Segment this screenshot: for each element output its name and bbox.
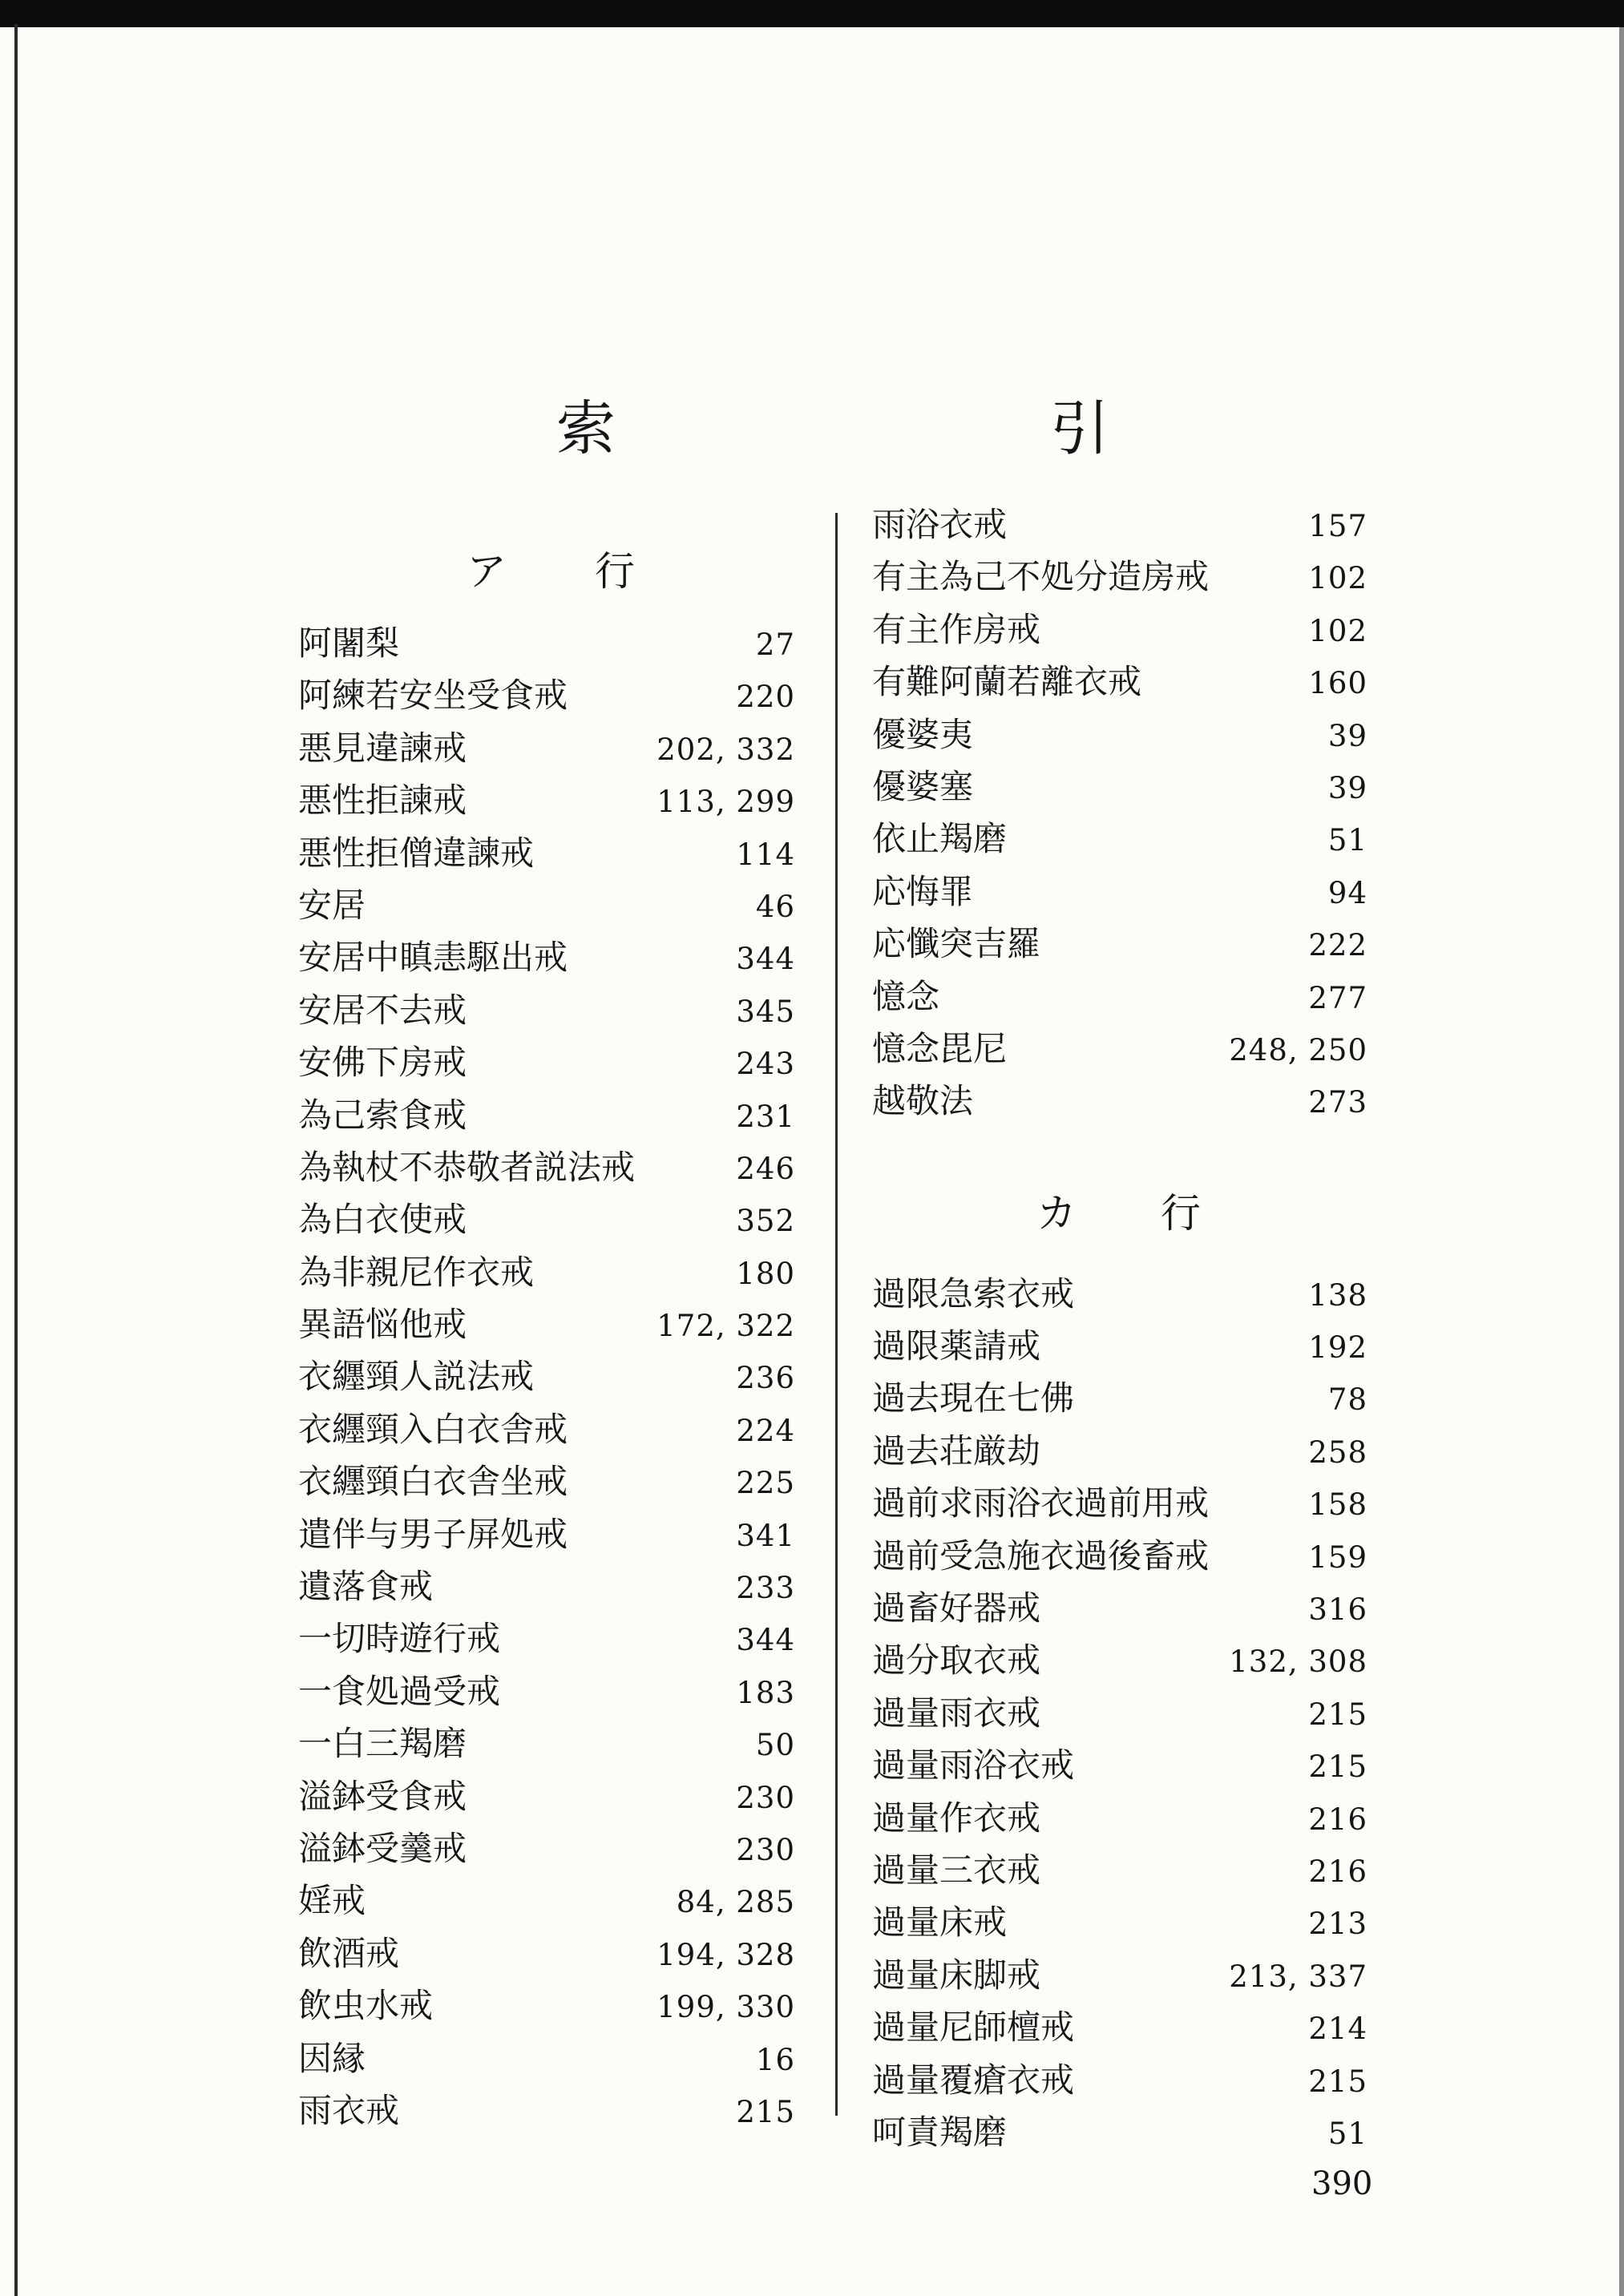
index-term: 阿練若安坐受食戒 xyxy=(298,676,568,716)
index-term: 一切時遊行戒 xyxy=(298,1619,501,1659)
right-column xyxy=(872,498,1367,2158)
index-entry xyxy=(872,1477,1367,1529)
index-page-ref: 224 xyxy=(736,1413,795,1448)
index-page-ref: 157 xyxy=(1308,509,1367,543)
index-entry xyxy=(872,1320,1367,1372)
index-term: 過前求雨浴衣過前用戒 xyxy=(872,1483,1210,1523)
index-term: 為非親尼作衣戒 xyxy=(298,1252,535,1292)
index-page-ref: 39 xyxy=(1327,770,1367,805)
index-page-ref: 215 xyxy=(1308,1697,1367,1732)
section-heading-gyo: 行 xyxy=(595,548,635,595)
index-page-ref: 345 xyxy=(736,994,795,1029)
index-page-ref: 248, 250 xyxy=(1229,1032,1367,1067)
index-term: 一白三羯磨 xyxy=(298,1724,467,1764)
index-term: 雨浴衣戒 xyxy=(872,505,1008,544)
index-term: 安居不去戒 xyxy=(298,990,467,1030)
index-page-ref: 216 xyxy=(1308,1854,1367,1889)
left-column xyxy=(298,513,795,2137)
index-term: 阿闍梨 xyxy=(298,623,400,663)
index-term: 溢鉢受羹戒 xyxy=(298,1828,467,1868)
index-page-ref: 180 xyxy=(736,1256,795,1291)
index-term: 衣纒頸人説法戒 xyxy=(298,1357,535,1397)
section-heading-a xyxy=(298,513,795,617)
index-term: 過量作衣戒 xyxy=(872,1798,1041,1838)
index-term: 過去現在七佛 xyxy=(872,1378,1075,1418)
index-page-ref: 277 xyxy=(1308,980,1367,1015)
index-entry xyxy=(872,603,1367,656)
index-entry xyxy=(298,1560,795,1612)
index-page-ref: 183 xyxy=(736,1675,795,1710)
index-page-ref: 213 xyxy=(1308,1907,1367,1942)
index-entry xyxy=(298,1508,795,1560)
index-term: 悪性拒僧違諫戒 xyxy=(298,833,535,873)
index-entry xyxy=(872,2106,1367,2158)
index-entry xyxy=(872,656,1367,708)
section-heading-kana: ア xyxy=(467,548,507,595)
index-title-char-2: 引 xyxy=(1050,394,1109,463)
index-term: 安居 xyxy=(298,885,366,925)
index-entry xyxy=(872,1425,1367,1477)
index-entry xyxy=(298,1246,795,1298)
scan-right-edge xyxy=(1619,27,1624,2296)
index-entry xyxy=(872,1268,1367,1320)
index-entry xyxy=(298,827,795,879)
index-page-ref: 316 xyxy=(1308,1592,1367,1628)
index-term: 安佛下房戒 xyxy=(298,1043,467,1083)
index-term: 過量雨衣戒 xyxy=(872,1693,1041,1733)
index-term: 憶念毘尼 xyxy=(872,1028,1008,1068)
index-term: 溢鉢受食戒 xyxy=(298,1776,467,1816)
index-term: 飲虫水戒 xyxy=(298,1986,434,2026)
column-divider xyxy=(835,513,838,2116)
index-term: 過量床戒 xyxy=(872,1903,1008,1943)
index-page-ref: 225 xyxy=(736,1466,795,1501)
index-page-ref: 215 xyxy=(1308,1749,1367,1785)
index-term: 過量覆瘡衣戒 xyxy=(872,2060,1075,2100)
index-entry xyxy=(872,1372,1367,1424)
index-term: 因縁 xyxy=(298,2038,366,2078)
index-entry xyxy=(298,774,795,826)
index-term: 有主作房戒 xyxy=(872,609,1041,649)
index-entry xyxy=(298,1612,795,1664)
index-page-ref: 344 xyxy=(736,942,795,977)
left-entry-list xyxy=(298,617,795,2137)
index-page-ref: 51 xyxy=(1327,823,1367,858)
index-entry xyxy=(872,866,1367,918)
index-entry xyxy=(872,813,1367,865)
index-term: 有難阿蘭若離衣戒 xyxy=(872,662,1142,702)
page-number: 390 xyxy=(1311,2165,1373,2202)
index-page-ref: 246 xyxy=(736,1151,795,1186)
index-page-ref: 230 xyxy=(736,1780,795,1815)
index-term: 為己索食戒 xyxy=(298,1095,467,1135)
index-term: 応懺突吉羅 xyxy=(872,924,1041,964)
index-term: 婬戒 xyxy=(298,1881,366,1921)
index-page-ref: 273 xyxy=(1308,1085,1367,1120)
index-page-ref: 215 xyxy=(1308,2064,1367,2099)
index-page-ref: 213, 337 xyxy=(1229,1959,1367,1994)
index-entry xyxy=(298,879,795,931)
index-entry xyxy=(298,669,795,721)
index-entry xyxy=(298,2032,795,2084)
index-page-ref: 220 xyxy=(736,680,795,715)
index-page-ref: 159 xyxy=(1308,1539,1367,1575)
index-page-ref: 94 xyxy=(1327,875,1367,910)
index-entry xyxy=(872,1896,1367,1948)
index-page-ref: 243 xyxy=(736,1047,795,1082)
index-page-ref: 102 xyxy=(1308,613,1367,648)
index-entry xyxy=(872,1582,1367,1634)
index-page-ref: 102 xyxy=(1308,561,1367,596)
index-page-ref: 199, 330 xyxy=(656,1990,795,2025)
index-page-ref: 160 xyxy=(1308,666,1367,701)
index-term: 衣纒頸入白衣舎戒 xyxy=(298,1409,568,1449)
index-term: 遺落食戒 xyxy=(298,1567,434,1607)
index-page-ref: 344 xyxy=(736,1623,795,1658)
index-page-ref: 202, 332 xyxy=(656,732,795,767)
index-entry xyxy=(872,1844,1367,1896)
index-page-ref: 132, 308 xyxy=(1229,1644,1367,1680)
index-term: 依止羯磨 xyxy=(872,819,1008,859)
index-entry xyxy=(298,1036,795,1088)
index-term: 安居中瞋恚駆出戒 xyxy=(298,938,568,978)
index-term: 過分取衣戒 xyxy=(872,1640,1041,1681)
index-page-ref: 114 xyxy=(736,837,795,872)
index-entry xyxy=(872,1739,1367,1791)
index-term: 過限薬請戒 xyxy=(872,1326,1041,1366)
index-entry xyxy=(298,2084,795,2137)
index-page-ref: 215 xyxy=(736,2094,795,2129)
index-term: 衣纒頸白衣舎坐戒 xyxy=(298,1462,568,1502)
index-entry xyxy=(298,1770,795,1822)
index-entry xyxy=(298,931,795,983)
index-page-ref: 214 xyxy=(1308,2012,1367,2047)
index-page-ref: 258 xyxy=(1308,1434,1367,1470)
index-page-ref: 194, 328 xyxy=(656,1937,795,1972)
index-page-ref: 84, 285 xyxy=(676,1885,795,1920)
index-term: 過去荘厳劫 xyxy=(872,1430,1041,1471)
index-page-ref: 222 xyxy=(1308,928,1367,963)
index-term: 過量三衣戒 xyxy=(872,1850,1041,1890)
index-entry xyxy=(872,708,1367,761)
index-page-ref: 51 xyxy=(1327,2116,1367,2151)
index-entry xyxy=(872,1023,1367,1075)
index-entry xyxy=(298,1979,795,2032)
index-term: 憶念 xyxy=(872,976,940,1016)
index-entry xyxy=(298,1665,795,1717)
index-entry xyxy=(872,2001,1367,2053)
index-term: 過限急索衣戒 xyxy=(872,1273,1075,1313)
index-page-ref: 27 xyxy=(755,627,795,662)
index-entry xyxy=(872,1687,1367,1739)
index-entry xyxy=(298,1089,795,1141)
index-entry xyxy=(298,1298,795,1350)
index-entry xyxy=(872,2054,1367,2106)
index-term: 越敬法 xyxy=(872,1081,974,1121)
index-page-ref: 230 xyxy=(736,1832,795,1867)
index-entry xyxy=(298,1717,795,1769)
index-title-char-1: 索 xyxy=(556,394,616,463)
index-entry xyxy=(298,1455,795,1507)
index-term: 悪性拒諫戒 xyxy=(298,781,467,821)
index-entry xyxy=(298,1403,795,1455)
right-entry-list-top xyxy=(872,498,1367,1128)
index-entry xyxy=(872,1075,1367,1127)
index-page-ref: 46 xyxy=(755,889,795,924)
index-entry xyxy=(872,761,1367,813)
scan-top-band xyxy=(0,0,1624,27)
index-page-ref: 192 xyxy=(1308,1330,1367,1366)
index-term: 過量雨浴衣戒 xyxy=(872,1745,1075,1786)
index-term: 為白衣使戒 xyxy=(298,1200,467,1240)
index-term: 過畜好器戒 xyxy=(872,1588,1041,1628)
index-term: 応悔罪 xyxy=(872,871,974,911)
index-page-ref: 352 xyxy=(736,1204,795,1239)
section-heading-gyo: 行 xyxy=(1161,1189,1201,1237)
index-term: 雨衣戒 xyxy=(298,2090,400,2130)
index-entry xyxy=(298,722,795,774)
index-page-ref: 138 xyxy=(1308,1277,1367,1313)
index-term: 呵責羯磨 xyxy=(872,2112,1008,2152)
index-entry xyxy=(298,1822,795,1874)
index-page-ref: 78 xyxy=(1327,1382,1367,1418)
index-term: 優婆塞 xyxy=(872,766,974,806)
index-term: 為執杖不恭敬者説法戒 xyxy=(298,1147,636,1187)
index-term: 過量尼師檀戒 xyxy=(872,2007,1075,2048)
index-term: 過量床脚戒 xyxy=(872,1955,1041,1995)
index-entry xyxy=(298,1141,795,1193)
index-page-ref: 231 xyxy=(736,1099,795,1134)
index-term: 一食処過受戒 xyxy=(298,1671,501,1711)
index-entry xyxy=(872,1792,1367,1844)
index-page-ref: 16 xyxy=(755,2042,795,2077)
section-heading-kana: カ xyxy=(1036,1189,1077,1237)
index-entry xyxy=(298,1193,795,1245)
index-entry xyxy=(298,1350,795,1402)
index-entry xyxy=(872,1634,1367,1686)
index-entry xyxy=(298,1927,795,1979)
index-page-ref: 39 xyxy=(1327,718,1367,753)
right-entry-list-bottom xyxy=(872,1268,1367,2159)
index-page-ref: 50 xyxy=(755,1728,795,1763)
index-entry xyxy=(872,498,1367,551)
index-entry xyxy=(298,984,795,1036)
index-entry xyxy=(872,1949,1367,2001)
index-term: 悪見違諫戒 xyxy=(298,728,467,768)
index-term: 飲酒戒 xyxy=(298,1933,400,1973)
index-entry xyxy=(872,918,1367,970)
index-page-ref: 216 xyxy=(1308,1802,1367,1837)
index-entry xyxy=(298,1874,795,1927)
index-term: 過前受急施衣過後畜戒 xyxy=(872,1535,1210,1576)
index-page-ref: 236 xyxy=(736,1361,795,1396)
index-page-ref: 341 xyxy=(736,1518,795,1553)
index-term: 遣伴与男子屏処戒 xyxy=(298,1514,568,1554)
section-heading-ka xyxy=(872,1160,1367,1268)
index-term: 有主為己不処分造房戒 xyxy=(872,557,1210,597)
index-term: 優婆夷 xyxy=(872,714,974,754)
index-term: 異語悩他戒 xyxy=(298,1305,467,1345)
index-entry xyxy=(872,1530,1367,1582)
index-entry xyxy=(872,970,1367,1023)
index-page-ref: 113, 299 xyxy=(656,785,795,820)
index-page-ref: 172, 322 xyxy=(656,1309,795,1344)
index-entry xyxy=(298,617,795,669)
index-page-ref: 233 xyxy=(736,1571,795,1606)
index-entry xyxy=(872,551,1367,603)
index-page-ref: 158 xyxy=(1308,1487,1367,1523)
scan-left-edge xyxy=(14,24,18,2296)
